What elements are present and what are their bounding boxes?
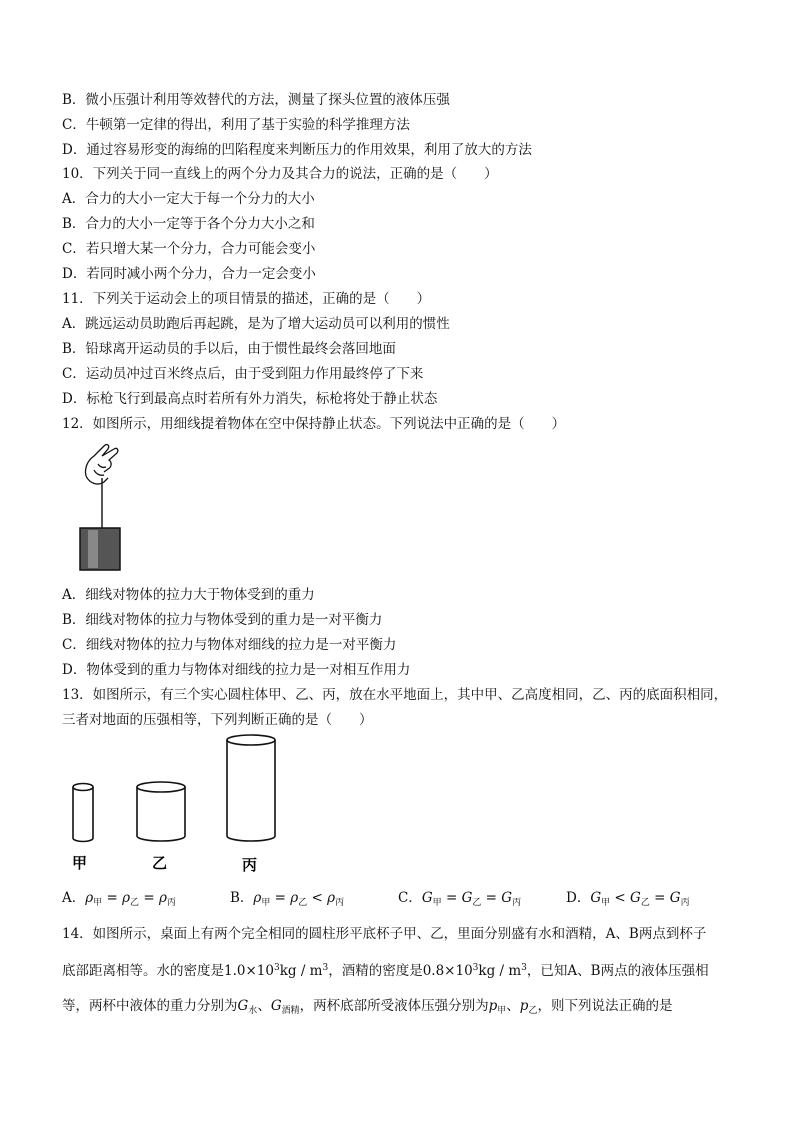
line-d-1: D．通过容易形变的海绵的凹陷程度来判断压力的作用效果，利用了放大的方法 [62,142,532,158]
q13-option-b: B．$\rho_甲 = \rho_乙 < \rho_丙$ [230,890,345,908]
hanging-cylinder [80,528,120,570]
cylinder-bing [227,735,275,841]
question-14-line2: 底部距离相等。水的密度是$1.0\times 10^3kg / m^3$，酒精的密度是$0.8\times 10^3kg / m^3$，已知A、B两点的液体压强相 [62,963,709,979]
q11-option-d: D．标枪飞行到最高点时若所有外力消失，标枪将处于静止状态 [62,391,438,407]
question-14: 14．如图所示，桌面上有两个完全相同的圆柱形平底杯子甲、乙，里面分别盛有水和酒精，A、B两点到杯子 [62,926,707,942]
q10-option-d: D．若同时减小两个分力，合力一定会变小 [62,266,316,282]
question-14-line3: 等，两杯中液体的重力分别为$G_水$、$G_{酒精}$，两杯底部所受液体压强分别为$p_甲$、$p_乙$，则下列说法正确的是 [62,998,673,1016]
line-c-1: C．牛顿第一定律的得出，利用了基于实验的科学推理方法 [62,117,410,133]
q10-option-c: C．若只增大某一个分力，合力可能会变小 [62,241,316,257]
q10-option-a: A．合力的大小一定大于每一个分力的大小 [62,191,315,207]
q11-option-c: C．运动员冲过百米终点后，由于受到阻力作用最终停了下来 [62,366,424,382]
q12-figure-hand-thread-block [74,440,134,572]
q11-option-a: A．跳远运动员助跑后再起跳，是为了增大运动员可以利用的惯性 [62,316,450,332]
question-13-cont: 三者对地面的压强相等，下列判断正确的是（ ） [62,712,373,728]
q12-option-d: D．物体受到的重力与物体对细线的拉力是一对相互作用力 [62,662,411,678]
q13-option-d: D．$G_甲 < G_乙 = G_丙$ [566,890,690,908]
q10-option-b: B．合力的大小一定等于各个分力大小之和 [62,216,315,232]
line-b-1: B．微小压强计利用等效替代的方法，测量了探头位置的液体压强 [62,92,450,108]
cylinder-jia [73,784,93,842]
label-yi: 乙 [152,854,168,872]
question-11: 11．下列关于运动会上的项目情景的描述，正确的是（ ） [62,291,431,307]
q12-option-a: A．细线对物体的拉力大于物体受到的重力 [62,587,315,603]
cylinder-yi [137,782,185,841]
question-10: 10．下列关于同一直线上的两个分力及其合力的说法，正确的是（ ） [62,166,498,182]
q12-option-c: C．细线对物体的拉力与物体对细线的拉力是一对平衡力 [62,637,397,653]
q13-figure-three-cylinders [64,732,294,874]
label-bing: 丙 [242,856,258,874]
q13-option-c: C．$G_甲 = G_乙 = G_丙$ [398,890,522,908]
q11-option-b: B．铅球离开运动员的手以后，由于惯性最终会落回地面 [62,341,396,357]
label-jia: 甲 [72,854,88,872]
question-12: 12．如图所示，用细线提着物体在空中保持静止状态。下列说法中正确的是（ ） [62,416,566,432]
q12-option-b: B．细线对物体的拉力与物体受到的重力是一对平衡力 [62,612,383,628]
q13-option-a: A．$\rho_甲 = \rho_乙 = \rho_丙$ [62,890,176,908]
question-13: 13．如图所示，有三个实心圆柱体甲、乙、丙，放在水平地面上，其中甲、乙高度相同，乙、丙的底面积相同， [62,687,728,703]
